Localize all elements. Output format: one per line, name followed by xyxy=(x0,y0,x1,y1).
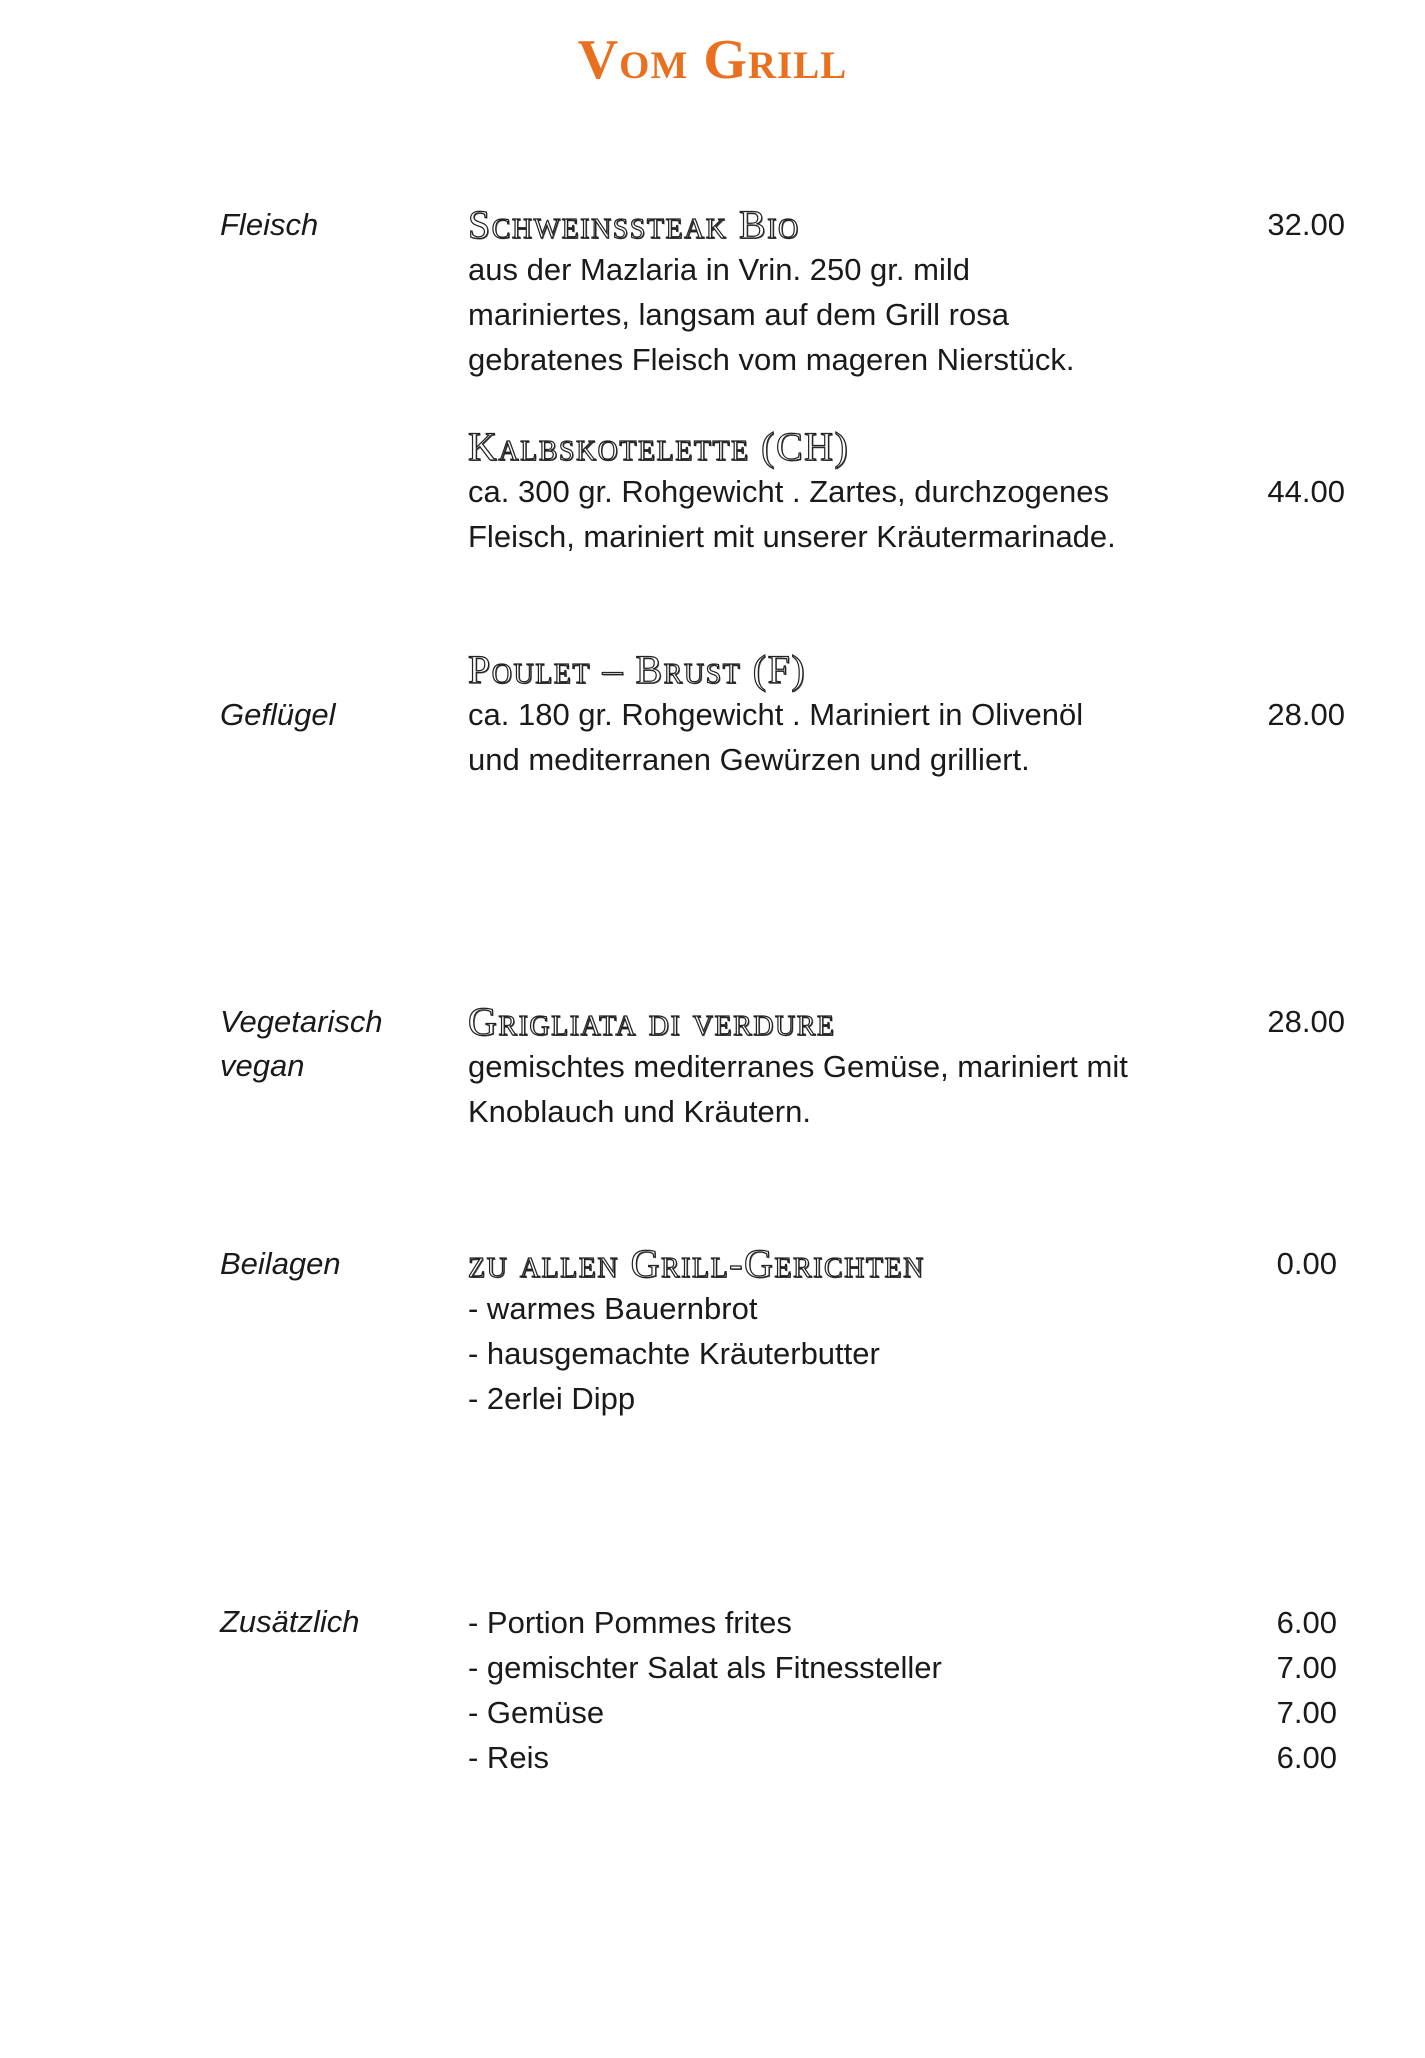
side-item: - warmes Bauernbrot xyxy=(468,1291,758,1326)
dish-name: Kalbskotelette (CH) xyxy=(468,424,850,469)
dish-description-line: gebratenes Fleisch vom mageren Nierstück. xyxy=(468,342,1075,377)
dish-schweinssteak xyxy=(468,203,1228,382)
dish-description-line: Knoblauch und Kräutern. xyxy=(468,1094,811,1129)
extra-item: - gemischter Salat als Fitnessteller xyxy=(468,1650,942,1685)
extra-price: 6.00 xyxy=(1276,1605,1337,1640)
dish-price: 28.00 xyxy=(1267,1004,1345,1039)
extra-price: 6.00 xyxy=(1276,1740,1337,1775)
dish-description-line: mariniertes, langsam auf dem Grill rosa xyxy=(468,297,1009,332)
side-item: - 2erlei Dipp xyxy=(468,1381,636,1416)
extra-price: 7.00 xyxy=(1276,1650,1337,1685)
category-fleisch: Fleisch xyxy=(220,207,319,242)
dish-price: 28.00 xyxy=(1267,697,1345,732)
dish-description-line: und mediterranen Gewürzen und grilliert. xyxy=(468,742,1030,777)
category-beilagen: Beilagen xyxy=(220,1246,341,1281)
category-gefluegel: Geflügel xyxy=(220,697,336,732)
side-item: - hausgemachte Kräuterbutter xyxy=(468,1336,880,1371)
dish-kalbskotelette xyxy=(468,425,1228,559)
dish-description-line: gemischtes mediterranes Gemüse, mariniert mit xyxy=(468,1049,1128,1084)
dish-price: 32.00 xyxy=(1267,207,1345,242)
dish-price: 44.00 xyxy=(1267,474,1345,509)
category-vegetarisch: Vegetarisch xyxy=(220,1004,383,1039)
dish-name: Schweinssteak Bio xyxy=(468,202,800,247)
dish-description-line: aus der Mazlaria in Vrin. 250 gr. mild xyxy=(468,252,970,287)
dish-description-line: Fleisch, mariniert mit unserer Kräutermarinade. xyxy=(468,519,1116,554)
dish-poulet-brust xyxy=(468,648,1228,782)
page-title: Vom Grill xyxy=(577,29,848,91)
dish-name: zu allen Grill-Gerichten xyxy=(468,1241,925,1286)
dish-description-line: ca. 180 gr. Rohgewicht . Mariniert in Olivenöl xyxy=(468,697,1084,732)
extra-item: - Reis xyxy=(468,1740,549,1775)
dish-grigliata xyxy=(468,1000,1228,1134)
dish-beilagen xyxy=(468,1242,1228,1421)
dish-description-line: ca. 300 gr. Rohgewicht . Zartes, durchzogenes xyxy=(468,474,1110,509)
extras-list xyxy=(468,1600,1228,1780)
dish-name: Grigliata di verdure xyxy=(468,999,836,1044)
dish-price: 0.00 xyxy=(1276,1246,1337,1281)
extra-item: - Portion Pommes frites xyxy=(468,1605,792,1640)
category-zusaetzlich: Zusätzlich xyxy=(220,1604,360,1639)
category-vegan: vegan xyxy=(220,1048,305,1083)
dish-name: Poulet – Brust (F) xyxy=(468,647,807,692)
extra-price: 7.00 xyxy=(1276,1695,1337,1730)
extra-item: - Gemüse xyxy=(468,1695,605,1730)
